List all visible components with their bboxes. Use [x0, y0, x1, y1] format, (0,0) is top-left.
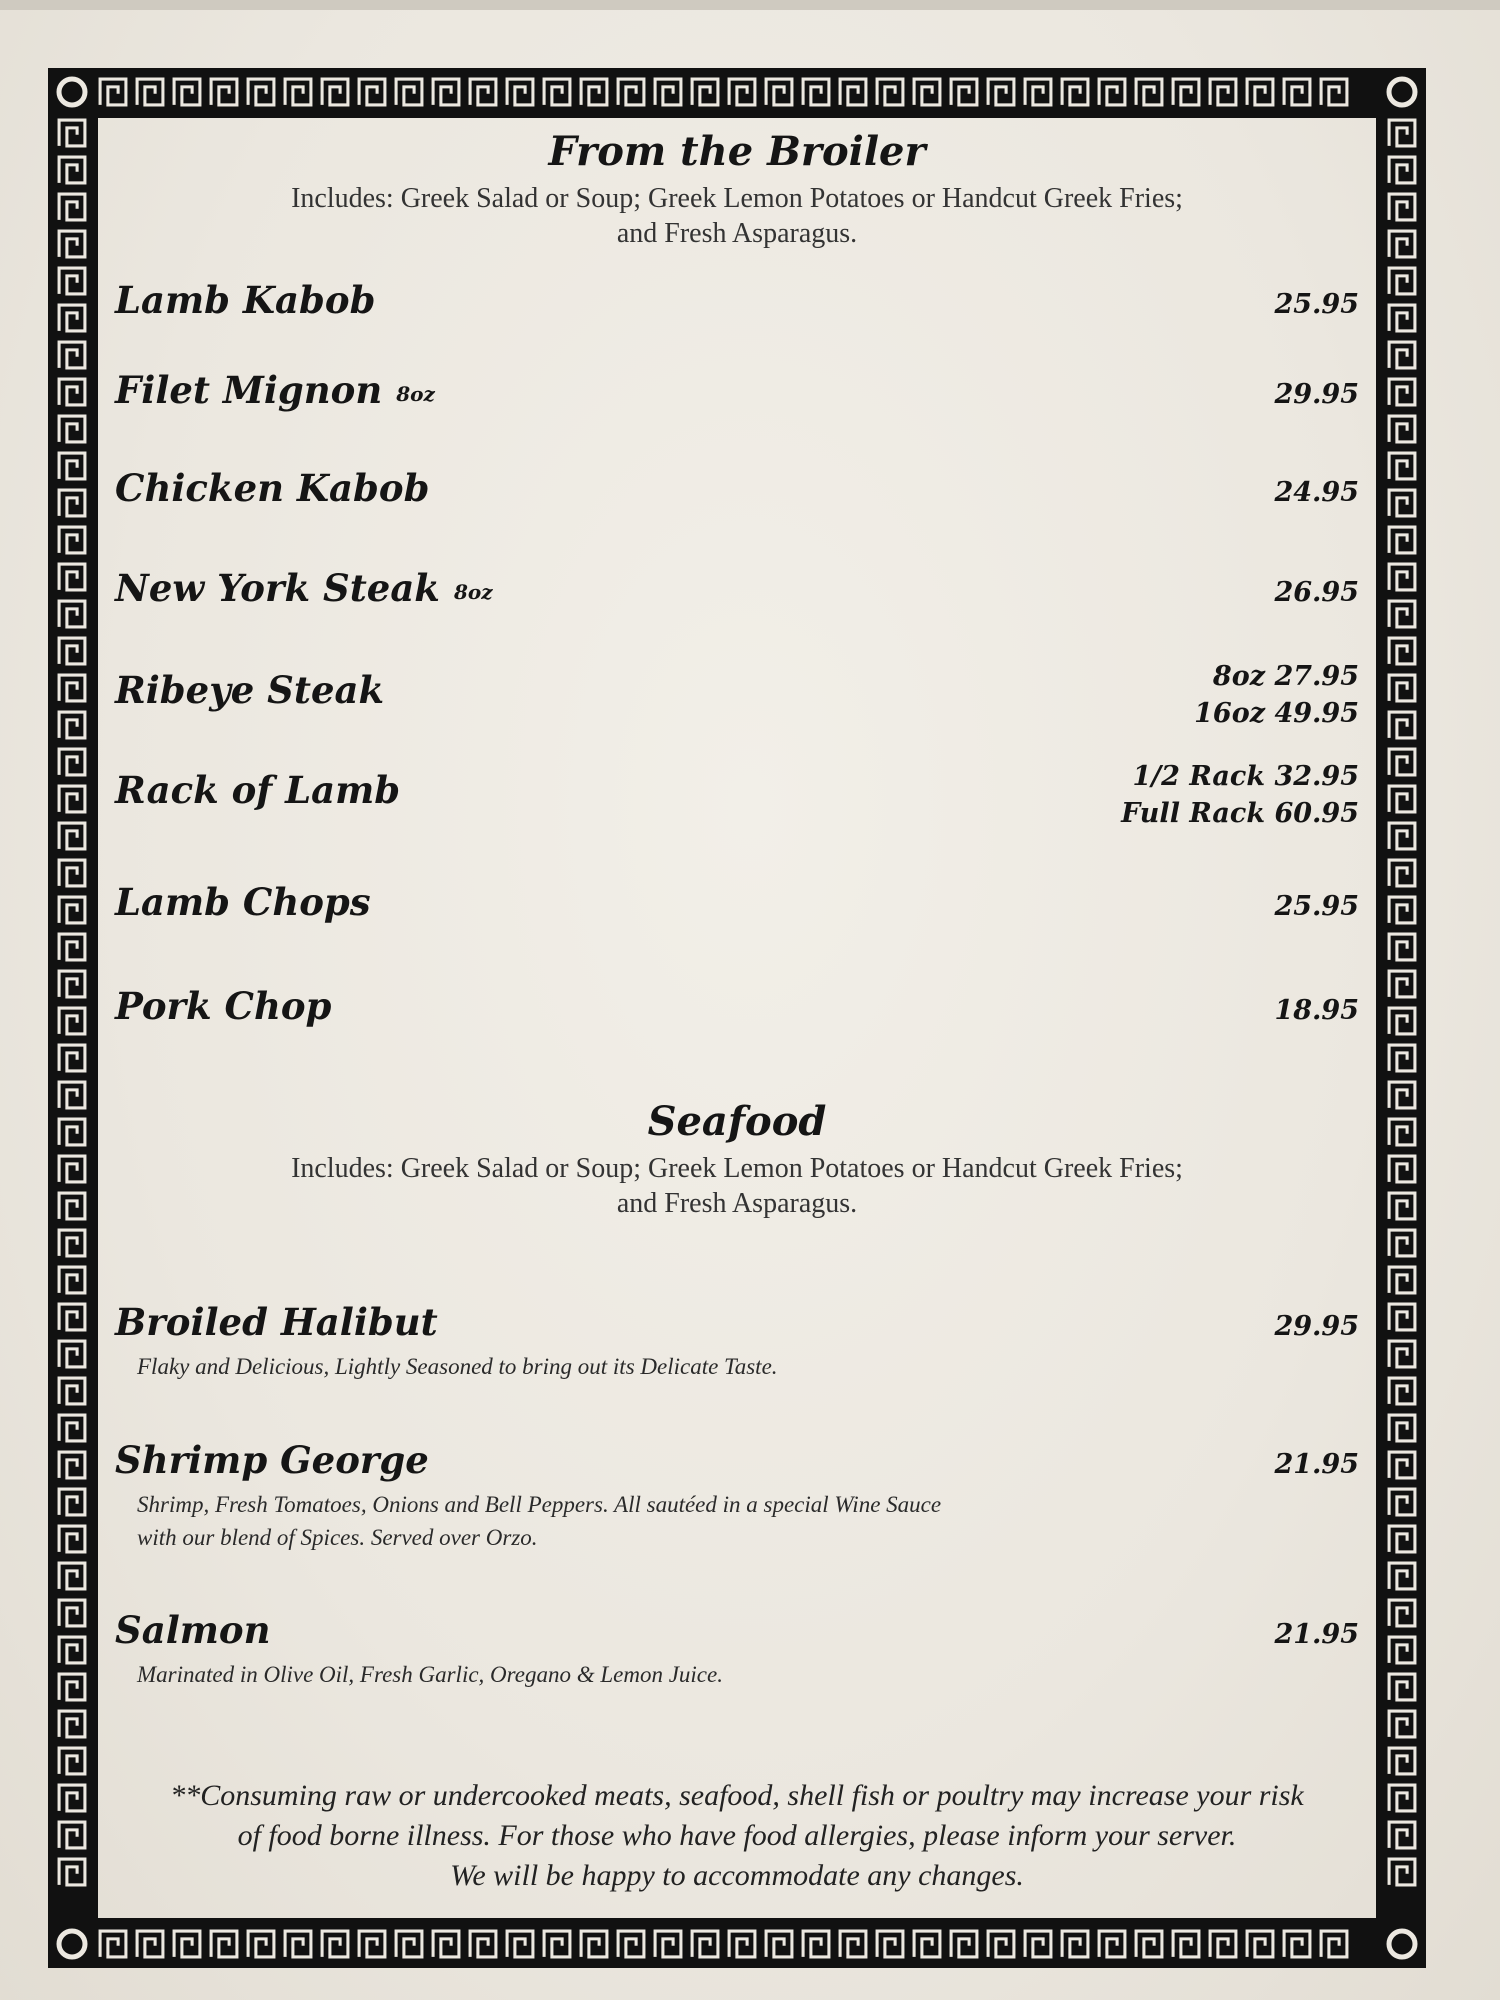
item-name: [115, 278, 375, 322]
item-name-text: New York Steak: [115, 566, 440, 610]
item-description-line: Flaky and Delicious, Lightly Seasoned to bring out its Delicate Taste.: [137, 1354, 778, 1379]
item-name-text: Chicken Kabob: [115, 466, 430, 510]
item-name-text: Filet Mignon: [115, 368, 383, 412]
item-description-line: Marinated in Olive Oil, Fresh Garlic, Oregano & Lemon Juice.: [137, 1662, 723, 1687]
item-name-text: Lamb Kabob: [115, 278, 376, 322]
item-name-text: Salmon: [115, 1608, 271, 1652]
broiler-subtitle-line2: and Fresh Asparagus.: [616, 218, 858, 249]
seafood-section-subtitle: [105, 1151, 1369, 1221]
item-name: [115, 1438, 429, 1482]
item-name: [115, 768, 400, 812]
broiler-section-subtitle: [105, 181, 1369, 251]
item-description-line: Shrimp, Fresh Tomatoes, Onions and Bell Peppers. All sautéed in a special Wine Sauce: [137, 1492, 942, 1517]
item-name-text: Broiled Halibut: [115, 1300, 438, 1344]
item-price-option: 16oz 49.95: [1194, 698, 1359, 729]
item-portion: 8oz: [453, 579, 493, 604]
item-price-multi: [1194, 658, 1359, 732]
seafood-section-title: Seafood: [647, 1098, 827, 1145]
item-description-line: with our blend of Spices. Served over Orzo.: [137, 1525, 538, 1550]
item-description: [137, 1350, 1137, 1383]
disclaimer-line: of food borne illness. For those who have food allergies, please inform your server.: [237, 1819, 1237, 1852]
item-price-option: 8oz 27.95: [1212, 661, 1359, 692]
item-price-option: 1/2 Rack 32.95: [1132, 761, 1359, 792]
item-description: [137, 1658, 1137, 1691]
item-price: 29.95: [1274, 1311, 1359, 1342]
item-price: 25.95: [1274, 289, 1359, 320]
item-name-text: Shrimp George: [115, 1438, 429, 1482]
item-description: [137, 1488, 1137, 1554]
item-price-option: Full Rack 60.95: [1121, 798, 1359, 829]
broiler-subtitle-line1: Includes: Greek Salad or Soup; Greek Lemon Potatoes or Handcut Greek Fries;: [291, 183, 1183, 214]
item-price: 18.95: [1274, 995, 1359, 1026]
item-name: [115, 368, 435, 412]
broiler-section-title: From the Broiler: [548, 128, 926, 175]
menu-content: [105, 128, 1369, 1918]
menu-page: [0, 10, 1500, 2000]
item-name-text: Pork Chop: [115, 984, 332, 1028]
item-name-text: Ribeye Steak: [115, 668, 385, 712]
item-price: 21.95: [1274, 1619, 1359, 1650]
item-name: [115, 1608, 270, 1652]
item-name: [115, 466, 429, 510]
item-name-text: Rack of Lamb: [115, 768, 401, 812]
item-price: 25.95: [1274, 891, 1359, 922]
food-safety-disclaimer: [105, 1776, 1369, 1896]
item-name: [115, 880, 371, 924]
item-price: 29.95: [1274, 379, 1359, 410]
item-portion: 8oz: [396, 381, 435, 406]
disclaimer-line: We will be happy to accommodate any changes.: [450, 1859, 1024, 1892]
item-name: [115, 984, 331, 1028]
seafood-subtitle-line1: Includes: Greek Salad or Soup; Greek Lemon Potatoes or Handcut Greek Fries;: [291, 1153, 1183, 1184]
seafood-section-header: [105, 1098, 1369, 1221]
item-name: [115, 1300, 438, 1344]
item-price-multi: [1121, 758, 1359, 832]
item-name: [115, 668, 384, 712]
item-price: 24.95: [1274, 477, 1359, 508]
item-price: 21.95: [1274, 1449, 1359, 1480]
item-price: 26.95: [1274, 577, 1359, 608]
seafood-subtitle-line2: and Fresh Asparagus.: [616, 1188, 858, 1219]
item-name: [115, 566, 493, 610]
disclaimer-line: **Consuming raw or undercooked meats, seafood, shell fish or poultry may increase your risk: [170, 1779, 1304, 1812]
item-name-text: Lamb Chops: [115, 880, 371, 924]
